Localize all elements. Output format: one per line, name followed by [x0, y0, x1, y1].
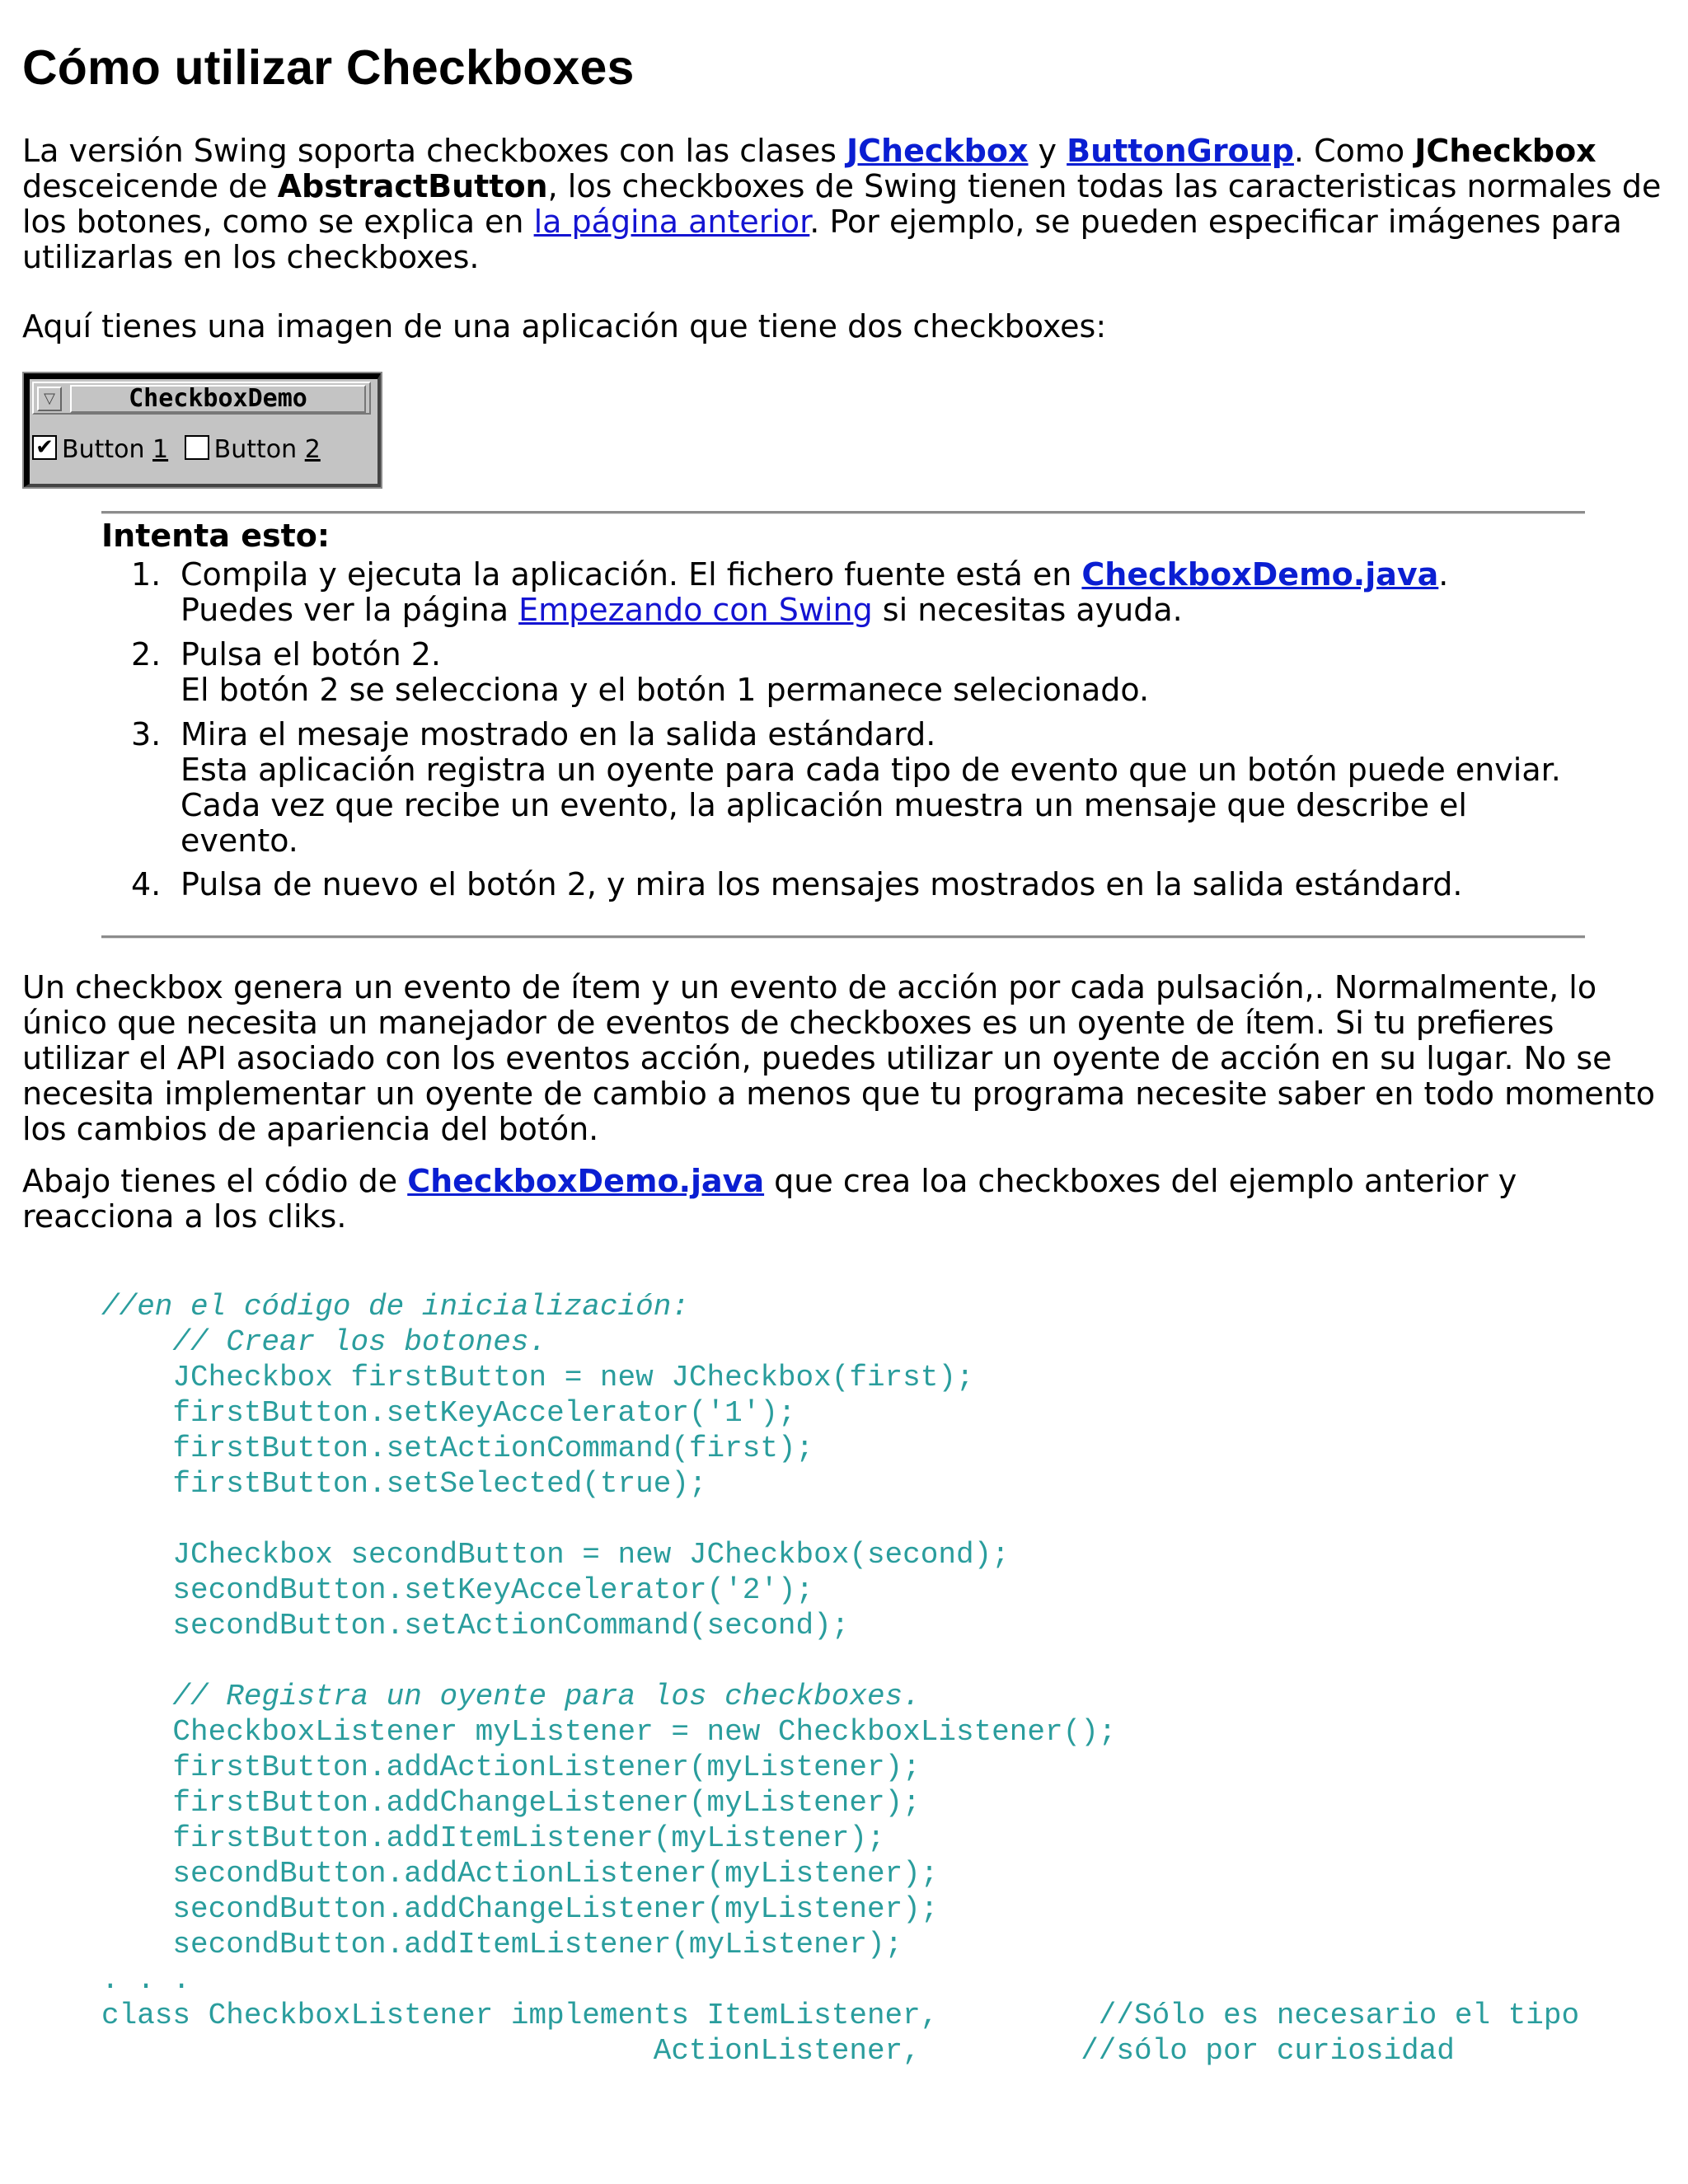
step-line — [181, 557, 1585, 593]
code-line: firstButton.setKeyAccelerator('1'); — [101, 1396, 796, 1430]
code-line: class CheckboxListener implements ItemListener, //Sólo es necesario el tipo — [101, 1999, 1580, 2032]
code-line: secondButton.setKeyAccelerator('2'); — [101, 1573, 814, 1607]
button2-mnemonic: 2 — [304, 434, 321, 464]
window-titlebar — [32, 382, 371, 415]
previous-page-link[interactable]: la página anterior — [533, 204, 810, 240]
code-line: // Registra un oyente para los checkboxes. — [101, 1680, 921, 1713]
code-intro-paragraph — [22, 1164, 1666, 1235]
step-line: Pulsa el botón 2. — [181, 636, 442, 673]
intro-text: . Como — [1293, 133, 1415, 169]
button1-checkbox-icon: ✔ — [32, 435, 57, 460]
step-line: Pulsa de nuevo el botón 2, y mira los mensajes mostrados en la salida estándard. — [181, 866, 1463, 902]
code-line: firstButton.setSelected(true); — [101, 1467, 707, 1501]
getting-started-swing-link[interactable]: Empezando con Swing — [518, 592, 873, 628]
code-intro-text: Abajo tienes el códio de — [22, 1163, 408, 1199]
code-intro-text: que crea loa checkboxes del ejemplo anterior y reacciona a los cliks. — [22, 1163, 1517, 1235]
image-intro: Aquí tienes una imagen de una aplicación que tiene dos checkboxes: — [22, 308, 1107, 344]
step-number: 3. — [131, 716, 162, 752]
events-paragraph: Un checkbox genera un evento de ítem y un evento de acción por cada pulsación,. Normalmente, lo único que necesita un manejador de eventos de checkboxes es un oyente de ítem. Si tu prefieres utilizar el API asociado con los eventos acción, puedes utilizar un oyente de acción en su lugar. No se necesita implementar un oyente de cambio a menos que tu programa necesite saber en todo momento los cambios de apariencia del botón. — [22, 969, 1655, 1147]
code-line: secondButton.addChangeListener(myListener); — [101, 1892, 939, 1926]
button2-checkbox-icon — [185, 435, 209, 460]
step-number: 1. — [131, 556, 162, 593]
window-title: CheckboxDemo — [70, 385, 366, 413]
code-line: secondButton.addItemListener(myListener); — [101, 1928, 903, 1961]
window-menu-icon: ▽ — [37, 387, 62, 411]
jcheckbox-link[interactable]: JCheckbox — [846, 133, 1029, 169]
step-item — [101, 717, 1585, 859]
step-item — [101, 557, 1585, 628]
jcheckbox-bold: JCheckbox — [1414, 133, 1597, 169]
checkbox-demo-window-image — [22, 372, 382, 489]
code-line: JCheckbox firstButton = new JCheckbox(first); — [101, 1361, 974, 1394]
code-block — [101, 1289, 1579, 2069]
step-item — [101, 637, 1585, 708]
checkboxdemo-code-link[interactable]: CheckboxDemo.java — [407, 1163, 765, 1199]
step-text: si necesitas ayuda. — [872, 592, 1183, 628]
code-line: firstButton.addActionListener(myListener); — [101, 1750, 921, 1784]
code-line: secondButton.setActionCommand(second); — [101, 1609, 850, 1643]
code-line: firstButton.addItemListener(myListener); — [101, 1821, 885, 1855]
intro-paragraph — [22, 134, 1666, 275]
code-line: //en el código de inicialización: — [101, 1290, 689, 1324]
button1-label-text: Button — [62, 434, 153, 464]
step-line: Mira el mesaje mostrado en la salida estándard. — [181, 716, 936, 752]
divider-bottom — [101, 935, 1585, 939]
step-text: Compila y ejecuta la aplicación. El fichero fuente está en — [181, 556, 1082, 593]
code-line: // Crear los botones. — [101, 1325, 547, 1359]
code-line — [101, 1502, 1579, 1537]
window-body — [32, 431, 371, 467]
buttongroup-link[interactable]: ButtonGroup — [1067, 133, 1294, 169]
code-line: JCheckbox secondButton = new JCheckbox(second); — [101, 1538, 1010, 1572]
step-text: Puedes ver la página — [181, 592, 519, 628]
abstractbutton-bold: AbstractButton — [277, 168, 548, 204]
step-number: 4. — [131, 866, 162, 902]
button1-label — [62, 435, 168, 464]
intro-text: La versión Swing soporta checkboxes con las clases — [22, 133, 846, 169]
code-line: ActionListener, //sólo por curiosidad — [101, 2034, 1455, 2068]
button2-label-text: Button — [213, 434, 305, 464]
step-line: Cada vez que recibe un evento, la aplicación muestra un mensaje que describe el — [181, 787, 1467, 823]
intro-text: . Por ejemplo, se pueden especificar imágenes para utilizarlas en los checkboxes. — [22, 204, 1622, 275]
code-line: firstButton.addChangeListener(myListener); — [101, 1786, 921, 1820]
code-line: firstButton.setActionCommand(first); — [101, 1432, 814, 1465]
intro-text: , los checkboxes de Swing tienen todas las caracteristicas normales de los botones, como se explica en — [22, 168, 1662, 240]
step-number: 2. — [131, 636, 162, 673]
step-line: evento. — [181, 823, 298, 859]
step-text: . — [1438, 556, 1449, 593]
step-line — [181, 593, 1585, 628]
step-item — [101, 867, 1585, 902]
button1-mnemonic: 1 — [152, 434, 169, 464]
button2-label — [214, 435, 321, 464]
page-title: Cómo utilizar Checkboxes — [22, 40, 635, 95]
try-this-steps — [101, 557, 1585, 912]
checkboxdemo-source-link[interactable]: CheckboxDemo.java — [1081, 556, 1439, 593]
code-line — [101, 1643, 1579, 1679]
code-line: secondButton.addActionListener(myListener); — [101, 1857, 939, 1891]
code-line: CheckboxListener myListener = new CheckboxListener(); — [101, 1715, 1117, 1749]
intro-text: desceicende de — [22, 168, 278, 204]
try-this-heading: Intenta esto: — [101, 518, 331, 554]
step-line: El botón 2 se selecciona y el botón 1 permanece selecionado. — [181, 672, 1150, 708]
intro-text: y — [1028, 133, 1067, 169]
step-line: Esta aplicación registra un oyente para cada tipo de evento que un botón puede enviar. — [181, 752, 1561, 788]
code-line: . . . — [101, 1963, 191, 1997]
divider-top — [101, 511, 1585, 514]
